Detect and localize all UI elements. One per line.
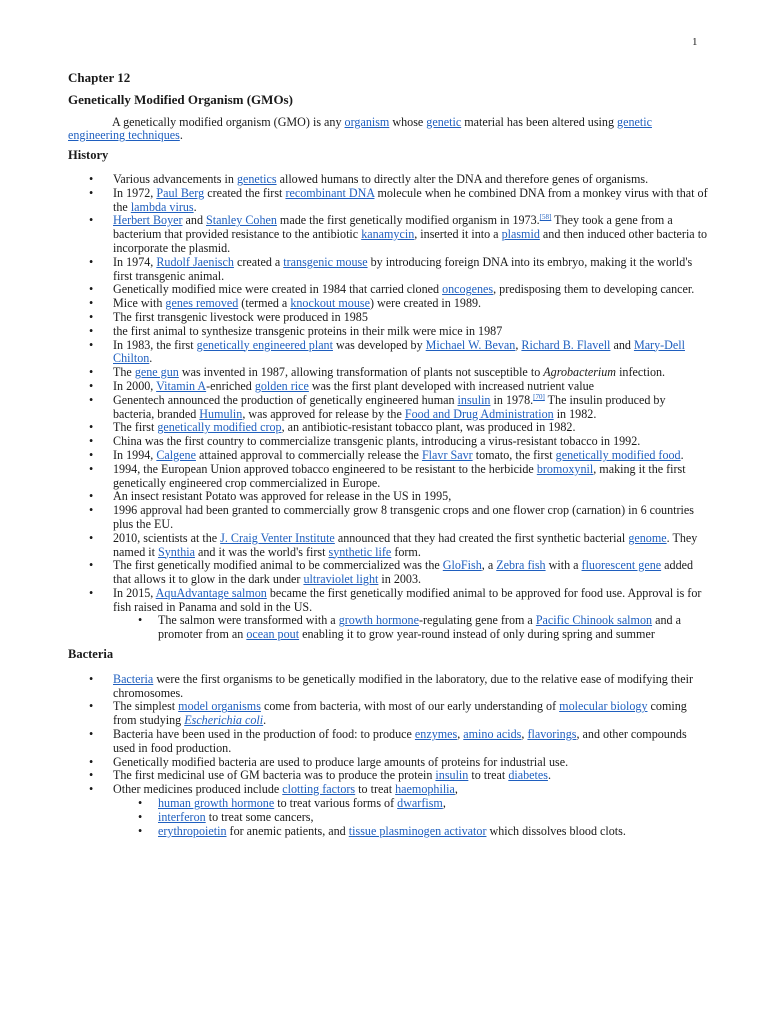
inline-link[interactable]: lambda virus bbox=[130, 199, 194, 214]
citation-superscript bbox=[533, 393, 545, 401]
inline-link[interactable]: fluorescent gene bbox=[581, 558, 662, 573]
bullet-marker: • bbox=[89, 558, 94, 573]
inline-link[interactable]: ocean pout bbox=[246, 627, 300, 642]
list-item bbox=[68, 504, 708, 532]
inline-link[interactable]: genetic engineering techniques bbox=[68, 114, 652, 143]
list-item bbox=[68, 214, 708, 255]
list-item bbox=[68, 559, 708, 587]
inline-link[interactable]: oncogenes bbox=[442, 282, 494, 297]
bullet-marker: • bbox=[89, 213, 94, 228]
bacteria-list bbox=[68, 673, 708, 839]
list-item bbox=[68, 173, 708, 187]
citation-link[interactable]: [58] bbox=[539, 213, 552, 222]
list-item-text: Genetically modified bacteria are used to produce large amounts of proteins for industrial use. bbox=[113, 754, 569, 769]
list-item-text: 1996 approval had been granted to commercially grow 8 transgenic crops and one flower crop (carnation) in 6 countries plus the EU. bbox=[113, 503, 694, 531]
inline-link[interactable]: flavorings bbox=[527, 727, 577, 742]
list-item-text: interferon to treat some cancers, bbox=[158, 809, 314, 824]
list-item bbox=[68, 463, 708, 491]
inline-link[interactable]: genome bbox=[628, 530, 667, 545]
inline-link[interactable]: knockout mouse bbox=[290, 296, 370, 311]
list-item bbox=[68, 783, 708, 838]
list-item-text: The simplest model organisms come from bacteria, with most of our early understanding of molecular biology coming from studying Escherichia coli. bbox=[113, 699, 687, 728]
inline-link[interactable]: Vitamin A bbox=[156, 378, 207, 393]
list-item-text: Genetically modified mice were created in 1984 that carried cloned oncogenes, predisposing them to developing cancer. bbox=[113, 282, 695, 297]
citation-superscript bbox=[540, 213, 552, 221]
inline-link[interactable]: gene gun bbox=[134, 365, 179, 380]
list-item-text: The first transgenic livestock were produced in 1985 bbox=[113, 309, 368, 324]
list-item-text: Genentech announced the production of genetically engineered human insulin in 1978.[70] The insulin produced by bacteria, branded Humulin, was approved for release by the Food and Drug Administration in 1982. bbox=[113, 392, 666, 421]
list-item-text: erythropoietin for anemic patients, and tissue plasminogen activator which dissolves blood clots. bbox=[158, 823, 626, 838]
chapter-heading: Chapter 12 bbox=[68, 70, 131, 85]
inline-link[interactable]: Zebra fish bbox=[496, 558, 546, 573]
history-list bbox=[68, 173, 708, 642]
inline-link[interactable]: tissue plasminogen activator bbox=[348, 823, 487, 838]
bullet-marker: • bbox=[89, 461, 94, 476]
inline-link[interactable]: genetically modified crop bbox=[157, 420, 282, 435]
bullet-marker: • bbox=[89, 337, 94, 352]
inline-link[interactable]: Synthia bbox=[158, 544, 195, 559]
list-item bbox=[68, 297, 708, 311]
inline-link[interactable]: transgenic mouse bbox=[283, 254, 368, 269]
inline-link[interactable]: insulin bbox=[435, 768, 469, 783]
inline-link[interactable]: Flavr Savr bbox=[421, 447, 473, 462]
italic-text: Escherichia coli bbox=[184, 713, 264, 728]
bullet-marker: • bbox=[89, 447, 94, 462]
inline-link[interactable]: Pacific Chinook salmon bbox=[535, 613, 653, 628]
inline-link[interactable]: erythropoietin bbox=[158, 823, 227, 838]
bullet-marker: • bbox=[89, 420, 94, 435]
sub-list-item bbox=[113, 811, 708, 825]
bullet-marker: • bbox=[89, 323, 94, 338]
bullet-marker: • bbox=[89, 282, 94, 297]
bullet-marker: • bbox=[89, 699, 94, 714]
intro-text: A genetically modified organism (GMO) is any organism whose genetic material has been altered using genetic engineering techniques. bbox=[68, 114, 652, 143]
inline-link[interactable]: genetics bbox=[236, 171, 277, 186]
bullet-marker: • bbox=[89, 434, 94, 449]
bullet-marker: • bbox=[89, 530, 94, 545]
inline-link[interactable]: genetic bbox=[426, 114, 462, 129]
sub-list bbox=[113, 614, 708, 642]
bullet-marker: • bbox=[138, 823, 143, 838]
page-number: 1 bbox=[692, 36, 698, 48]
list-item bbox=[68, 756, 708, 770]
list-item-text: China was the first country to commercialize transgenic plants, introducing a virus-resistant tobacco in 1992. bbox=[113, 434, 641, 449]
inline-link[interactable]: genetically modified food bbox=[555, 447, 681, 462]
list-item-text: The salmon were transformed with a growth hormone-regulating gene from a Pacific Chinook salmon and a promoter from an ocean pout enabling it to grow year-round instead of only during spring and summer bbox=[158, 613, 681, 642]
inline-link[interactable]: Paul Berg bbox=[156, 185, 205, 200]
inline-link[interactable]: Stanley Cohen bbox=[206, 213, 277, 228]
list-item bbox=[68, 394, 708, 422]
list-item bbox=[68, 490, 708, 504]
bullet-marker: • bbox=[89, 489, 94, 504]
list-item-text: In 1972, Paul Berg created the first recombinant DNA molecule when he combined DNA from a monkey virus with that of the lambda virus. bbox=[113, 185, 708, 214]
inline-link[interactable]: Bacteria bbox=[113, 671, 154, 686]
bullet-marker: • bbox=[138, 796, 143, 811]
list-item bbox=[68, 366, 708, 380]
bullet-marker: • bbox=[89, 365, 94, 380]
list-item-text: The gene gun was invented in 1987, allowing transformation of plants not susceptible to Agrobacterium infection. bbox=[113, 365, 666, 380]
document-title: Genetically Modified Organism (GMOs) bbox=[68, 91, 293, 107]
list-item bbox=[68, 435, 708, 449]
list-item-text: In 1994, Calgene attained approval to commercially release the Flavr Savr tomato, the first genetically modified food. bbox=[113, 447, 684, 462]
inline-link[interactable]: Rudolf Jaenisch bbox=[156, 254, 234, 269]
sub-list-item bbox=[113, 797, 708, 811]
list-item-text: 2010, scientists at the J. Craig Venter Institute announced that they had created the first synthetic bacterial genome. They named it Synthia and it was the world's first synthetic life form. bbox=[113, 530, 698, 559]
list-item-text: the first animal to synthesize transgenic proteins in their milk were mice in 1987 bbox=[113, 323, 503, 338]
inline-link[interactable]: ultraviolet light bbox=[303, 572, 379, 587]
bullet-marker: • bbox=[89, 254, 94, 269]
list-item bbox=[68, 187, 708, 215]
inline-link[interactable]: Michael W. Bevan bbox=[425, 337, 516, 352]
list-item bbox=[68, 449, 708, 463]
list-item bbox=[68, 421, 708, 435]
bullet-marker: • bbox=[89, 185, 94, 200]
list-item-text: In 2015, AquAdvantage salmon became the first genetically modified animal to be approved for food use. Approval is for fish raised in Panama and sold in the US. bbox=[113, 585, 702, 614]
list-item bbox=[68, 587, 708, 642]
list-item bbox=[68, 380, 708, 394]
list-item-text: human growth hormone to treat various forms of dwarfism, bbox=[158, 796, 446, 811]
list-item-text: Various advancements in genetics allowed humans to directly alter the DNA and therefore genes of organisms. bbox=[113, 171, 649, 186]
inline-link[interactable]: diabetes bbox=[508, 768, 548, 783]
list-item-text: The first genetically modified crop, an antibiotic-resistant tobacco plant, was produced in 1982. bbox=[113, 420, 576, 435]
inline-link[interactable]: Mary-Dell Chilton bbox=[113, 337, 685, 366]
bullet-marker: • bbox=[89, 296, 94, 311]
inline-link[interactable]: clotting factors bbox=[282, 782, 356, 797]
inline-link[interactable]: genetically engineered plant bbox=[196, 337, 333, 352]
list-item bbox=[68, 700, 708, 728]
inline-link[interactable] bbox=[184, 713, 263, 727]
inline-link[interactable]: GloFish bbox=[442, 558, 482, 573]
inline-link[interactable]: kanamycin bbox=[361, 227, 415, 242]
list-item-text: Bacteria have been used in the production of food: to produce enzymes, amino acids, flavorings, and other compounds used in food production. bbox=[113, 727, 687, 755]
list-item-text: In 2000, Vitamin A-enriched golden rice was the first plant developed with increased nutrient value bbox=[113, 378, 594, 393]
bullet-marker: • bbox=[89, 727, 94, 742]
list-item bbox=[68, 532, 708, 560]
list-item-text: In 1983, the first genetically engineered plant was developed by Michael W. Bevan, Richard B. Flavell and Mary-Dell Chilton. bbox=[113, 337, 685, 366]
bullet-marker: • bbox=[89, 392, 94, 407]
list-item bbox=[68, 769, 708, 783]
inline-link[interactable]: J. Craig Venter Institute bbox=[220, 530, 335, 545]
list-item bbox=[68, 256, 708, 284]
inline-link[interactable]: insulin bbox=[457, 392, 491, 407]
inline-link[interactable]: human growth hormone bbox=[158, 796, 275, 811]
list-item-text: In 1974, Rudolf Jaenisch created a transgenic mouse by introducing foreign DNA into its embryo, making it the world's first transgenic animal. bbox=[113, 254, 693, 283]
inline-link[interactable]: plasmid bbox=[501, 227, 540, 242]
sub-list-item bbox=[113, 614, 708, 642]
intro-paragraph bbox=[68, 116, 708, 144]
inline-link[interactable]: enzymes bbox=[414, 727, 458, 742]
sub-list-item bbox=[113, 825, 708, 839]
bullet-marker: • bbox=[138, 809, 143, 824]
list-item-text: The first genetically modified animal to be commercialized was the GloFish, a Zebra fish with a fluorescent gene added that allows it to glow in the dark under ultraviolet light in 2003. bbox=[113, 558, 694, 587]
bullet-marker: • bbox=[89, 782, 94, 797]
inline-link[interactable]: recombinant DNA bbox=[285, 185, 375, 200]
bullet-marker: • bbox=[89, 671, 94, 686]
inline-link[interactable]: synthetic life bbox=[328, 544, 392, 559]
inline-link[interactable]: Food and Drug Administration bbox=[404, 406, 554, 421]
list-item-text: Bacteria were the first organisms to be genetically modified in the laboratory, due to the relative ease of modifying their chromosomes. bbox=[113, 671, 693, 700]
bullet-marker: • bbox=[89, 503, 94, 518]
list-item-text: 1994, the European Union approved tobacco engineered to be resistant to the herbicide bromoxynil, making it the first genetically engineered crop commercialized in Europe. bbox=[113, 461, 686, 490]
section-heading-bacteria: Bacteria bbox=[68, 647, 114, 662]
inline-link[interactable]: growth hormone bbox=[338, 613, 419, 628]
inline-link[interactable]: model organisms bbox=[178, 699, 261, 714]
bullet-marker: • bbox=[89, 378, 94, 393]
inline-link[interactable]: Calgene bbox=[156, 447, 196, 462]
list-item-text: Herbert Boyer and Stanley Cohen made the first genetically modified organism in 1973.[58] They took a gene from a bacterium that provided resistance to the antibiotic kanamycin, inserted it into a plasmid and then induced other bacteria to incorporate the plasmid. bbox=[113, 213, 708, 255]
list-item-text: The first medicinal use of GM bacteria was to produce the protein insulin to treat diabetes. bbox=[113, 768, 551, 783]
list-item bbox=[68, 325, 708, 339]
inline-link[interactable]: golden rice bbox=[254, 378, 309, 393]
bullet-marker: • bbox=[89, 768, 94, 783]
inline-link[interactable]: amino acids bbox=[463, 727, 522, 742]
list-item bbox=[68, 283, 708, 297]
inline-link[interactable]: genes removed bbox=[165, 296, 239, 311]
inline-link[interactable]: dwarfism bbox=[397, 796, 443, 811]
bullet-marker: • bbox=[89, 754, 94, 769]
bullet-marker: • bbox=[138, 613, 143, 628]
bullet-marker: • bbox=[89, 585, 94, 600]
section-heading-history: History bbox=[68, 148, 109, 163]
bullet-marker: • bbox=[89, 309, 94, 324]
inline-link[interactable]: AquAdvantage salmon bbox=[155, 585, 267, 600]
list-item-text: Other medicines produced include clotting factors to treat haemophilia, bbox=[113, 782, 458, 797]
list-item-text: Mice with genes removed (termed a knockout mouse) were created in 1989. bbox=[113, 296, 482, 311]
list-item-text: An insect resistant Potato was approved for release in the US in 1995, bbox=[113, 489, 452, 504]
list-item bbox=[68, 339, 708, 367]
inline-link[interactable]: Richard B. Flavell bbox=[521, 337, 611, 352]
inline-link[interactable]: molecular biology bbox=[559, 699, 648, 714]
inline-link[interactable]: bromoxynil bbox=[536, 461, 594, 476]
document-body bbox=[68, 71, 708, 838]
inline-link[interactable]: haemophilia bbox=[395, 782, 455, 797]
inline-link[interactable]: organism bbox=[344, 114, 390, 129]
list-item bbox=[68, 673, 708, 701]
citation-link[interactable]: [70] bbox=[533, 392, 545, 401]
inline-link[interactable]: Humulin bbox=[199, 406, 243, 421]
bullet-marker: • bbox=[89, 171, 94, 186]
inline-link[interactable]: Herbert Boyer bbox=[113, 213, 183, 228]
inline-link[interactable]: interferon bbox=[158, 809, 206, 824]
italic-text: Agrobacterium bbox=[543, 365, 617, 380]
list-item bbox=[68, 728, 708, 756]
list-item bbox=[68, 311, 708, 325]
sub-list bbox=[113, 797, 708, 838]
